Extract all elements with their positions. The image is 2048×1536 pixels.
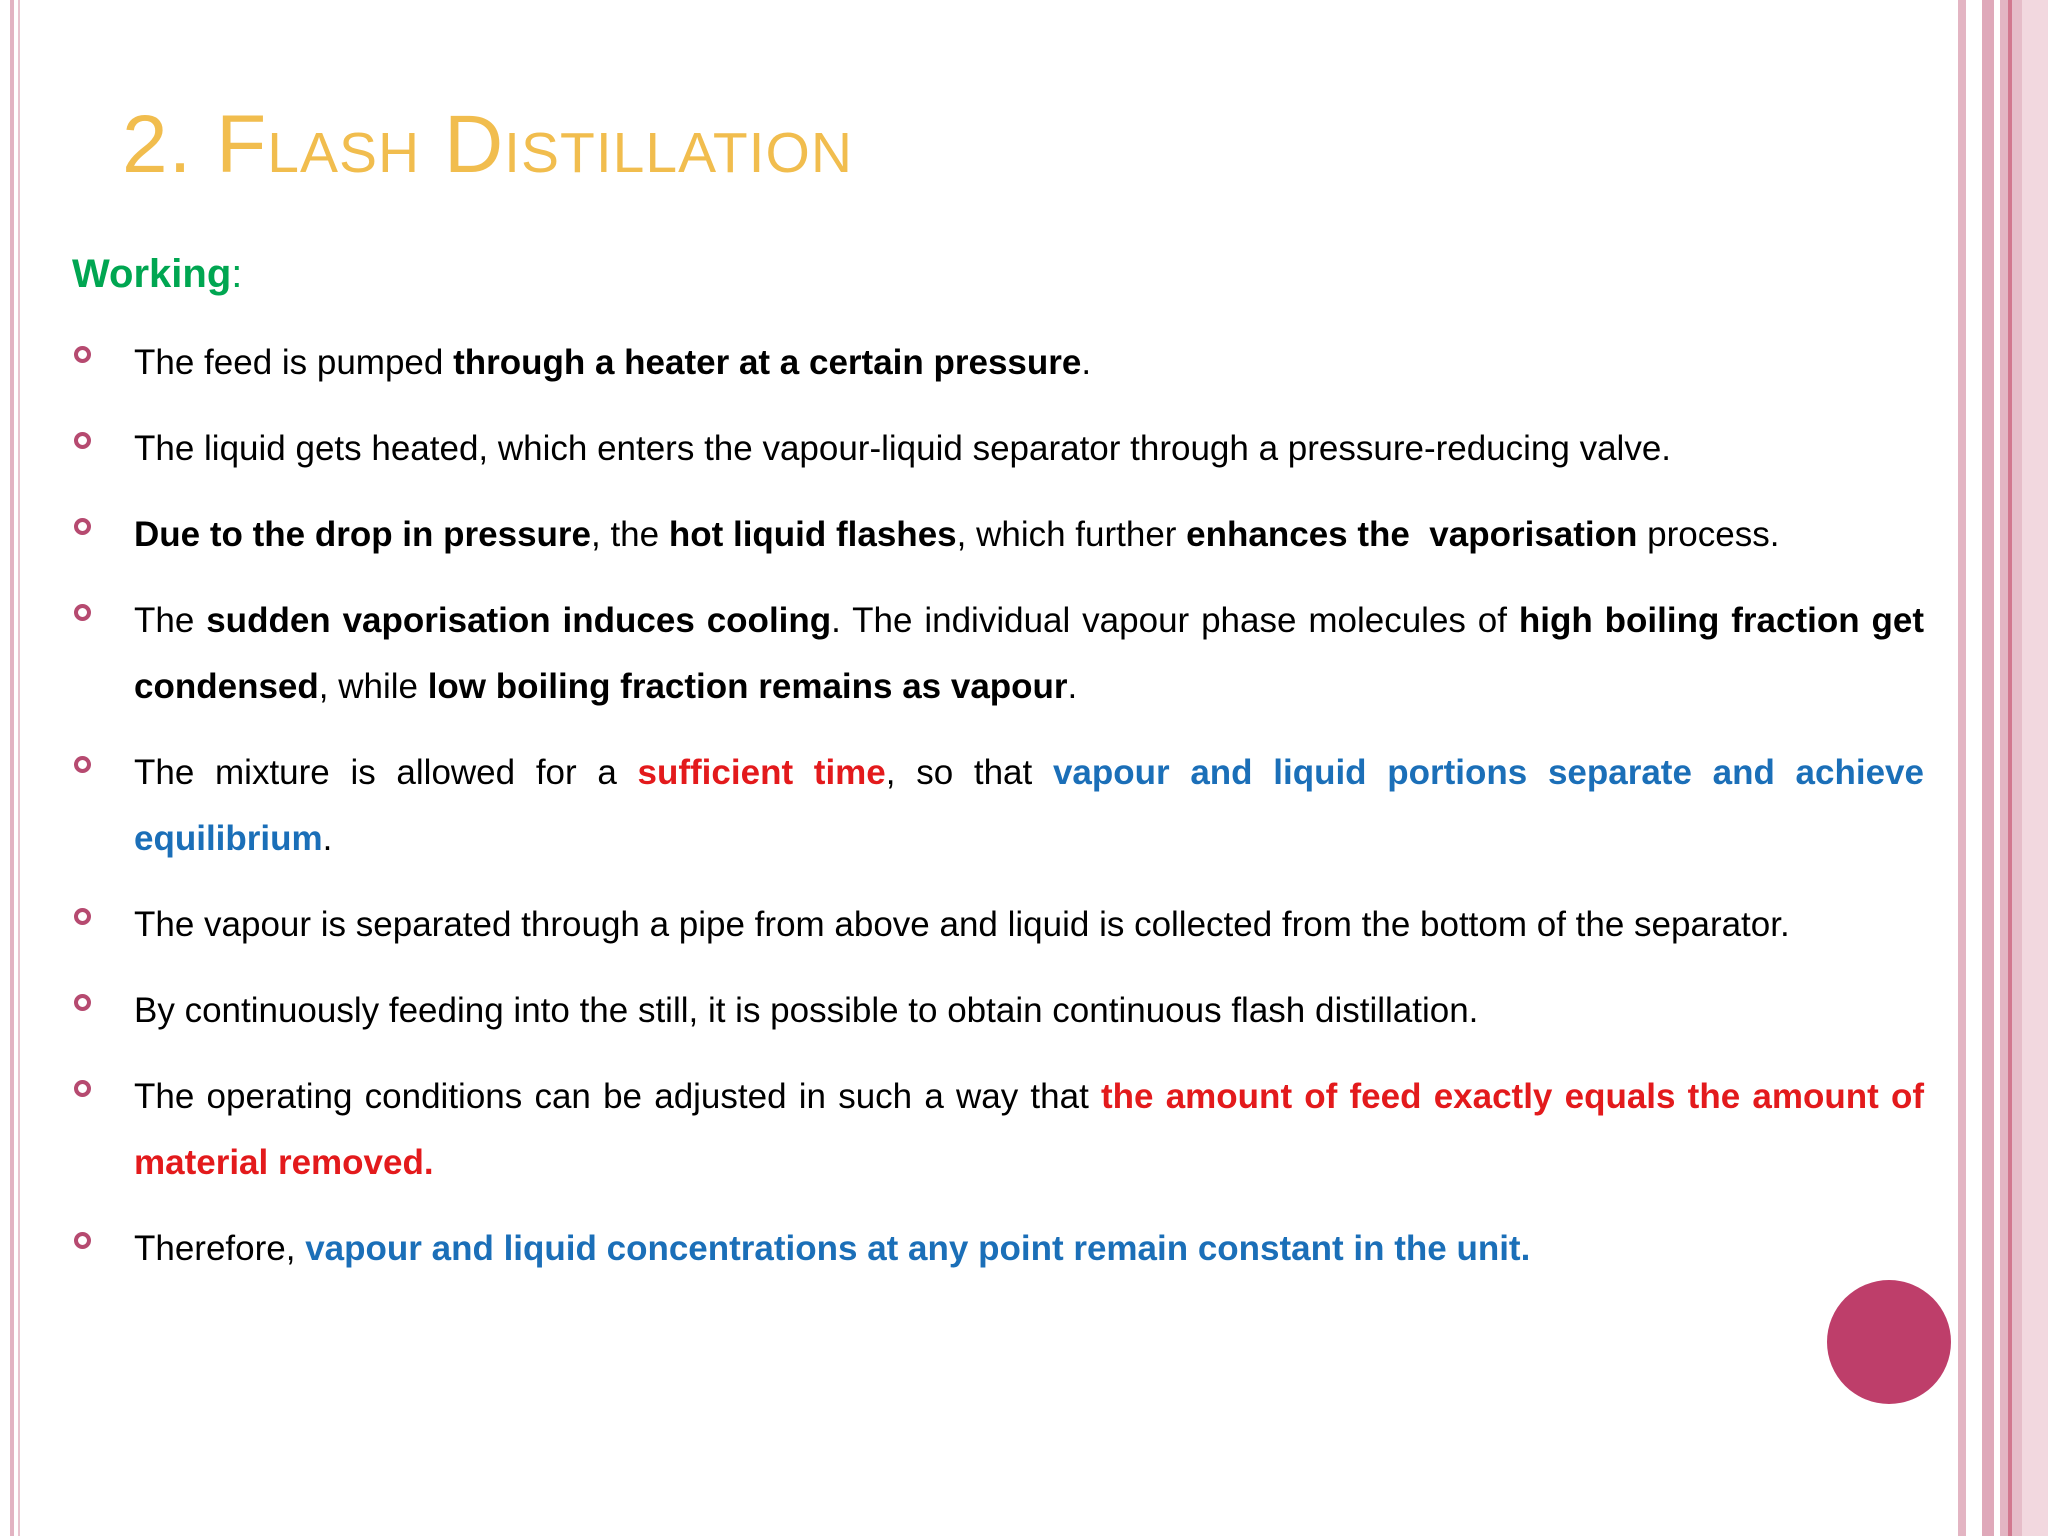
hollow-circle-bullet-icon <box>74 1080 91 1097</box>
bullet-item-6 <box>72 892 1924 958</box>
bullet-item-2 <box>72 416 1924 482</box>
bullet-text: The liquid gets heated, which enters the vapour-liquid separator through a pressure-reducing valve. <box>134 429 1672 468</box>
bullet-text: Due to the drop in pressure, the hot liquid flashes, which further enhances the vaporisation process. <box>134 515 1780 554</box>
bullet-item-1 <box>72 330 1924 396</box>
bullet-item-8 <box>72 1064 1924 1196</box>
section-label: Working <box>72 252 232 296</box>
section-heading <box>72 252 242 297</box>
bullet-item-9 <box>72 1216 1924 1282</box>
right-border-stripe <box>1982 0 1994 1536</box>
right-border-stripe <box>1958 0 1966 1536</box>
hollow-circle-bullet-icon <box>74 994 91 1011</box>
bullet-text: By continuously feeding into the still, it is possible to obtain continuous flash distillation. <box>134 991 1479 1030</box>
right-border-gap <box>1966 0 1982 1536</box>
bullet-text: The vapour is separated through a pipe from above and liquid is collected from the bottom of the separator. <box>134 905 1790 944</box>
decorative-pink-circle <box>1827 1280 1951 1404</box>
bullet-text: The operating conditions can be adjusted in such a way that the amount of feed exactly equals the amount of material removed. <box>134 1077 1924 1182</box>
bullet-item-5 <box>72 740 1924 872</box>
hollow-circle-bullet-icon <box>74 1232 91 1249</box>
bullet-list <box>72 330 1924 1302</box>
bullet-text: The mixture is allowed for a sufficient time, so that vapour and liquid portions separate and achieve equilibrium. <box>134 753 1924 858</box>
hollow-circle-bullet-icon <box>74 604 91 621</box>
right-border-stripe <box>2022 0 2048 1536</box>
left-border-line-inner <box>18 0 20 1536</box>
bullet-item-3 <box>72 502 1924 568</box>
bullet-text: The sudden vaporisation induces cooling. The individual vapour phase molecules of high boiling fraction get condensed, while low boiling fraction remains as vapour. <box>134 601 1924 706</box>
bullet-item-7 <box>72 978 1924 1044</box>
left-border-line <box>10 0 14 1536</box>
right-border-stripe <box>2012 0 2022 1536</box>
hollow-circle-bullet-icon <box>74 432 91 449</box>
hollow-circle-bullet-icon <box>74 346 91 363</box>
right-border-stripe <box>2000 0 2008 1536</box>
bullet-text: The feed is pumped through a heater at a certain pressure. <box>134 343 1092 382</box>
bullet-item-4 <box>72 588 1924 720</box>
hollow-circle-bullet-icon <box>74 908 91 925</box>
bullet-text: Therefore, vapour and liquid concentrations at any point remain constant in the unit. <box>134 1229 1531 1268</box>
section-colon: : <box>231 252 243 296</box>
hollow-circle-bullet-icon <box>74 756 91 773</box>
slide-title: 2. Flash Distillation <box>122 99 854 190</box>
hollow-circle-bullet-icon <box>74 518 91 535</box>
